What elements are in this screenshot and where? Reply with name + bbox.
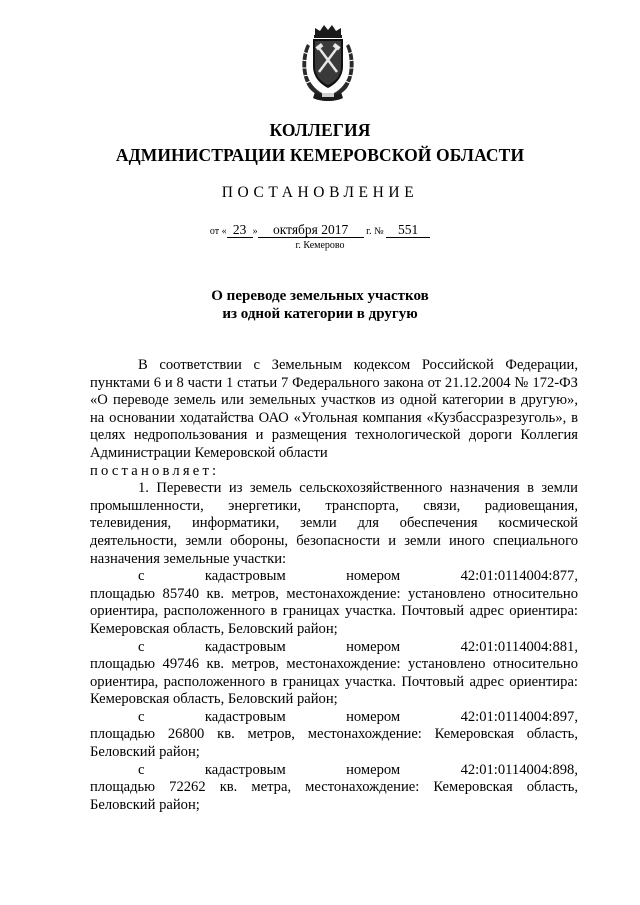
parcel-details: площадью 26800 кв. метров, местонахождение: Кемеровская область, Беловский район; (90, 726, 578, 761)
org-name-line1: КОЛЛЕГИЯ (269, 120, 371, 140)
parcel-entry (90, 709, 578, 762)
date-prefix: от « (209, 226, 227, 237)
city-name: г. Кемерово (295, 240, 345, 251)
subject-line1: О переводе земельных участков (211, 288, 429, 304)
org-name-line2: АДМИНИСТРАЦИИ КЕМЕРОВСКОЙ ОБЛАСТИ (115, 145, 525, 165)
decree-date-line (0, 222, 640, 238)
number-label: № (374, 226, 384, 237)
parcel-entry (90, 568, 578, 638)
cadastral-number: 42:01:0114004:877, (460, 568, 578, 585)
parcel-cadastral-line: с кадастровым номером 42:01:0114004:881, (138, 638, 578, 655)
decree-number: 551 (386, 222, 430, 238)
parcel-entry (90, 762, 578, 815)
parcel-cadastral-line: с кадастровым номером 42:01:0114004:897, (138, 708, 578, 725)
parcel-details: площадью 72262 кв. метра, местонахождение: Кемеровская область, Беловский район; (90, 779, 578, 813)
date-year-suffix: г. (366, 226, 372, 237)
item-1-paragraph: 1. Перевести из земель сельскохозяйственного назначения в земли промышленности, энергетики, транспорта, связи, радиовещания, телевидения, информатики, земли для обеспечения космической деятельности, земли обороны, безопасности и земли иного специального назначения земельные участки: (90, 480, 578, 567)
intro-paragraph: В соответствии с Земельным кодексом Российской Федерации, пунктами 6 и 8 части 1 статьи 7 Федерального закона от 21.12.2004 № 172-ФЗ «О переводе земель или земельных участков из одной категории в другую», на основании ходатайства ОАО «Угольная компания «Кузбассразрезуголь», в целях недропользования и размещения технологической дороги Коллегия Администрации Кемеровской области (90, 357, 578, 461)
parcel-cadastral-line: с кадастровым номером 42:01:0114004:898, (138, 761, 578, 778)
decree-body (90, 357, 578, 814)
kemerovo-coat-of-arms-icon (297, 22, 359, 104)
parcel-details: площадью 49746 кв. метров, местонахождение: установлено относительно ориентира, расположенного в границах участка. Почтовый адрес ориентира: Кемеровская область, Беловский район; (90, 656, 578, 708)
date-mid: » (252, 226, 258, 237)
date-day: 23 (227, 222, 253, 238)
document-type: ПОСТАНОВЛЕНИЕ (221, 184, 419, 201)
cadastral-number: 42:01:0114004:881, (460, 638, 578, 655)
cadastral-number: 42:01:0114004:897, (460, 708, 578, 725)
cadastral-number: 42:01:0114004:898, (460, 761, 578, 778)
date-month-year: октября 2017 (258, 222, 364, 238)
parcel-cadastral-line: с кадастровым номером 42:01:0114004:877, (138, 568, 578, 585)
decree-word: постановляет: (90, 462, 220, 479)
parcel-details: площадью 85740 кв. метров, местонахождение: установлено относительно ориентира, расположенного в границах участка. Почтовый адрес ориентира: Кемеровская область, Беловский район; (90, 585, 578, 637)
subject-line2: из одной категории в другую (222, 306, 418, 322)
parcel-entry (90, 639, 578, 709)
